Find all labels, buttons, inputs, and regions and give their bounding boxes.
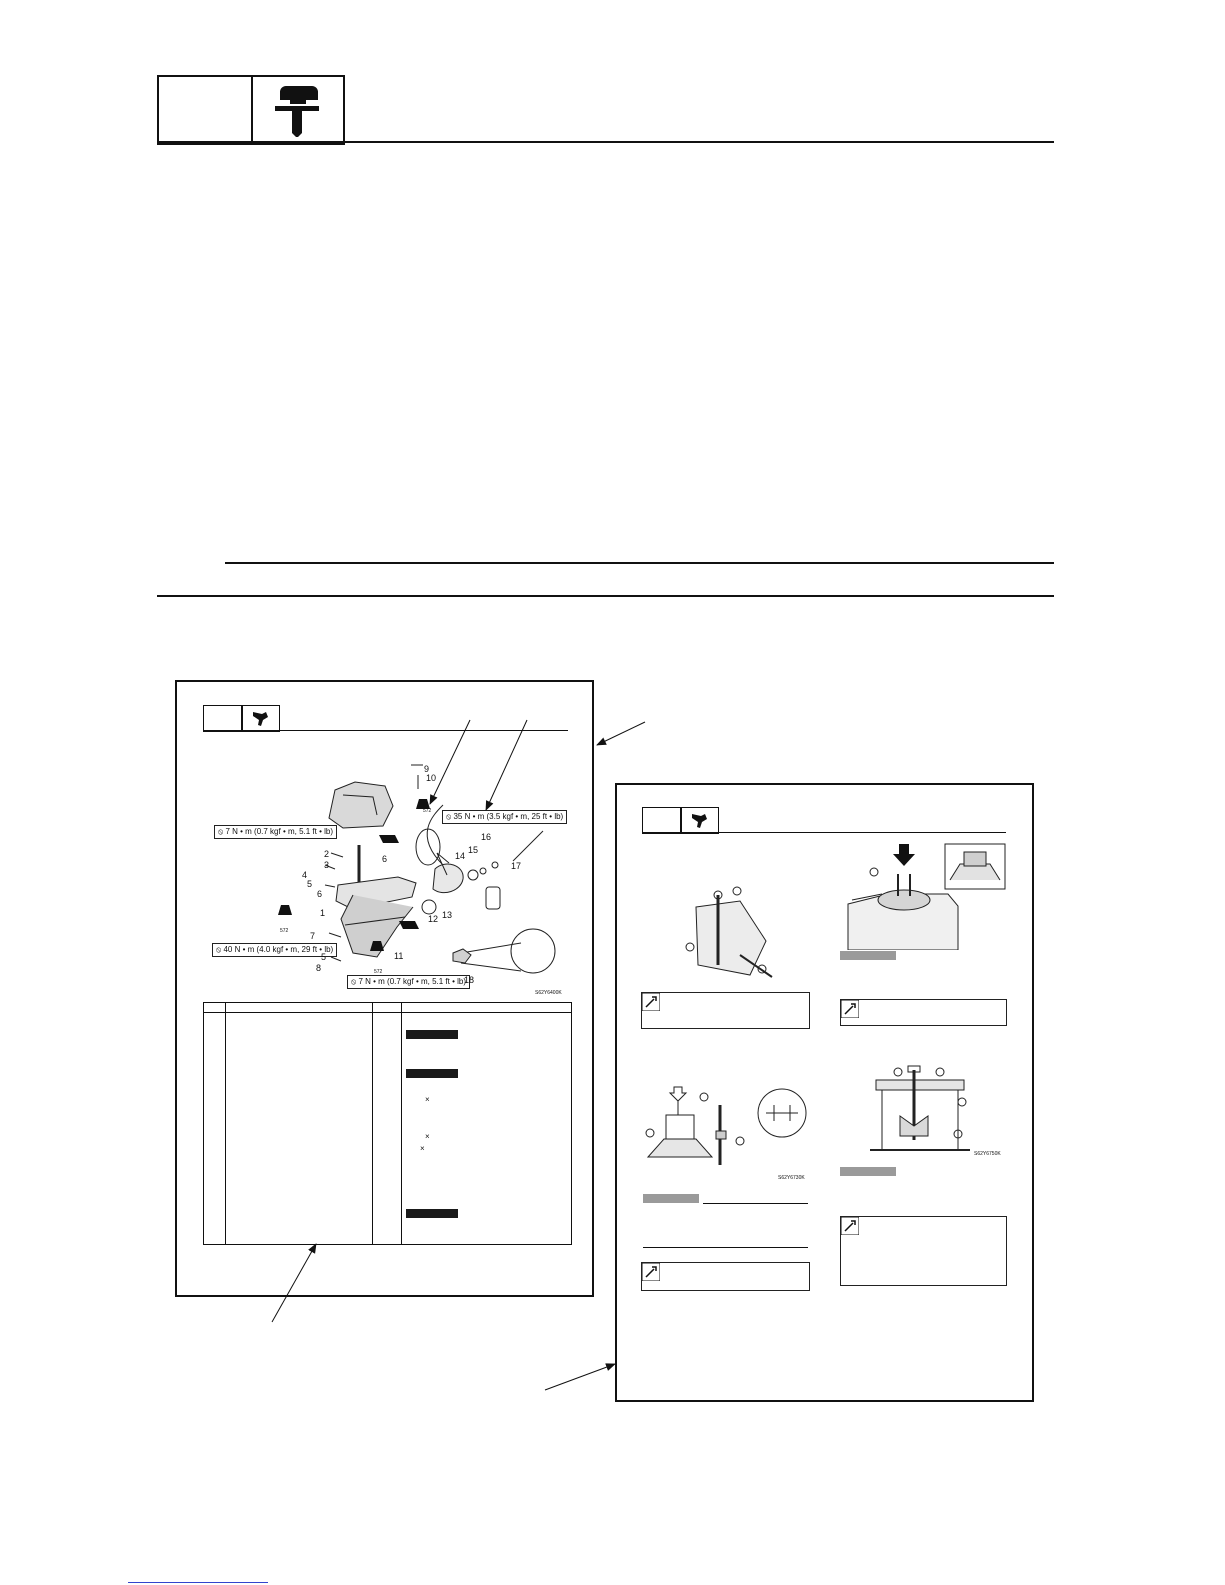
part-number: 13	[442, 910, 453, 920]
loctite-label: 572	[423, 808, 432, 814]
torque-spec-3: ⦸ 40 N • m (4.0 kgf • m, 29 ft • lb)	[212, 943, 337, 957]
loctite-label: 572	[280, 928, 289, 934]
part-number: 6	[382, 854, 388, 864]
part-number: 4	[302, 870, 308, 880]
part-number: 5	[321, 952, 327, 962]
torque-spec-4: ⦸ 7 N • m (0.7 kgf • m, 5.1 ft • lb)	[347, 975, 470, 989]
table-mark: ×	[425, 1095, 430, 1104]
part-number: 3	[324, 860, 330, 870]
torque-icon: ⦸	[351, 977, 359, 986]
arrow-to-table	[272, 1244, 316, 1322]
drawing-code: S62Y6400K	[535, 990, 562, 996]
part-number: 5	[307, 879, 313, 889]
part-number: 2	[324, 849, 330, 859]
arrow-to-page1	[597, 722, 645, 745]
part-number: 1	[320, 908, 326, 918]
footer-link-underline[interactable]	[128, 1582, 268, 1583]
part-number: 8	[316, 963, 322, 973]
table-mark: ×	[420, 1144, 425, 1153]
part-number: 10	[426, 773, 437, 783]
part-number: 16	[481, 832, 492, 842]
torque-icon: ⦸	[218, 827, 226, 836]
torque-icon: ⦸	[216, 945, 224, 954]
arrow-to-page2	[545, 1364, 615, 1390]
loctite-label: 572	[374, 969, 383, 975]
drawing-code: S62Y6750K	[974, 1151, 1001, 1157]
arrow-to-torque	[486, 720, 527, 810]
torque-spec-1: ⦸ 7 N • m (0.7 kgf • m, 5.1 ft • lb)	[214, 825, 337, 839]
torque-icon: ⦸	[446, 812, 454, 821]
part-number: 7	[310, 931, 316, 941]
part-number: 17	[511, 861, 522, 871]
table-mark: ×	[425, 1132, 430, 1141]
part-number: 11	[394, 951, 404, 961]
part-number: 6	[317, 889, 323, 899]
torque-spec-2: ⦸ 35 N • m (3.5 kgf • m, 25 ft • lb)	[442, 810, 567, 824]
part-number: 15	[468, 845, 479, 855]
part-number: 14	[455, 851, 466, 861]
drawing-code: S62Y6730K	[778, 1175, 805, 1181]
part-number: 9	[424, 764, 430, 774]
arrow-to-loctite	[430, 720, 470, 804]
part-number: 12	[428, 914, 439, 924]
part-number: 18	[464, 975, 475, 985]
